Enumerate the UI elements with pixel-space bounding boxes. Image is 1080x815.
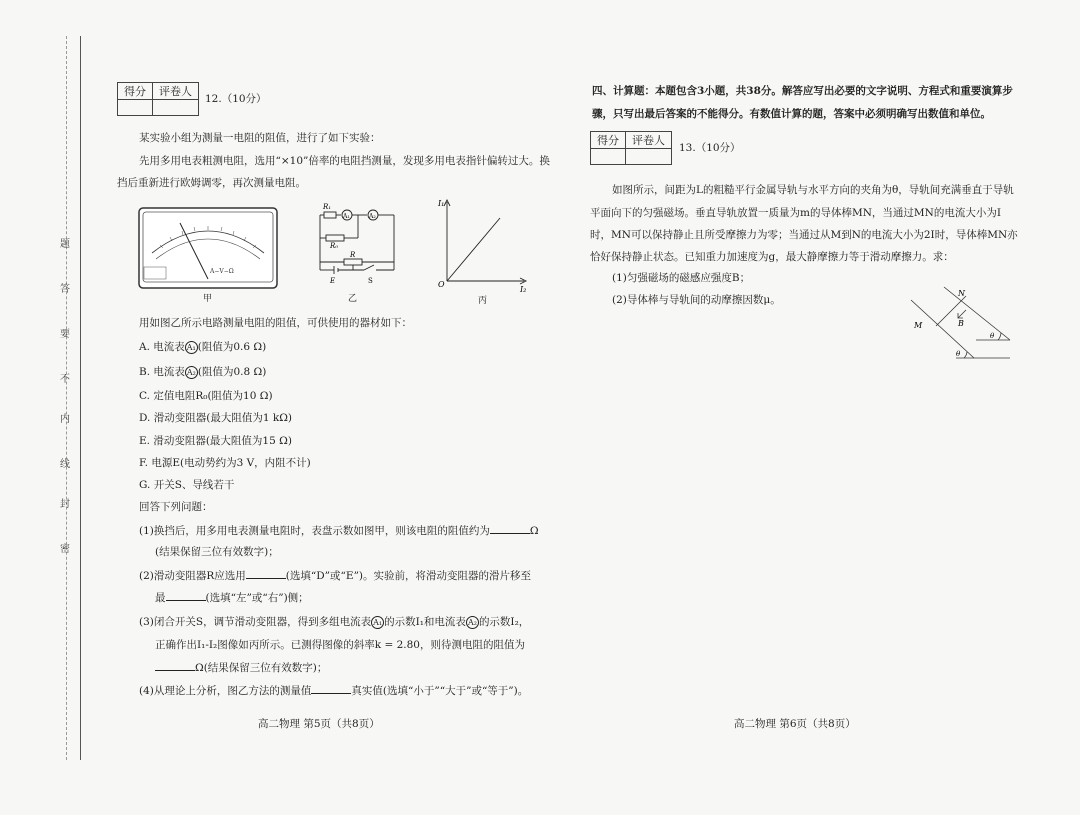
ammeter-a2-icon: A₂ (466, 616, 479, 629)
graph-figure (432, 196, 532, 296)
binding-solid-line (80, 36, 81, 760)
label-theta: θ (990, 332, 995, 340)
binding-dashed-line (66, 36, 67, 760)
fig-label-jia: 甲 (203, 294, 213, 304)
ammeter-a2-icon: A₂ (185, 366, 198, 379)
margin-char: 题 (60, 239, 70, 250)
section-header-line1: 四、计算题：本题包含3小题，共38分。解答应写出必要的文字说明、方程式和重要演算步 (592, 85, 1013, 97)
label-e: E (330, 277, 336, 285)
incline-rails-figure (906, 282, 1016, 362)
q3-line3: Ω(结果保留三位有效数字)； (155, 660, 327, 675)
answer-blank[interactable] (490, 523, 530, 534)
label-a2: A₂ (369, 213, 376, 220)
label-r1: R₁ (323, 203, 332, 211)
score-cell[interactable] (591, 149, 626, 165)
item-e: E. 滑动变阻器(最大阻值为15 Ω) (139, 435, 292, 447)
q13-line3: 时，MN可以保持静止且所受摩擦力为零；当通过从M到N的电流大小为2I时，导体棒MN亦 (590, 229, 1018, 241)
score-header: 得分 (591, 132, 626, 149)
margin-char: 密 (60, 544, 70, 555)
label-b: B (958, 319, 964, 328)
grader-cell[interactable] (626, 149, 672, 165)
answer-blank[interactable] (246, 568, 286, 579)
q2-line2: 最 (选填“左”或“右”)侧； (155, 592, 309, 604)
label-m: M (914, 321, 923, 330)
q3-line1: (3)闭合开关S，调节滑动变阻器，得到多组电流表 A₁ 的示数I₁和电流表 A₂ 的示数I₂， (139, 616, 530, 628)
circuit-figure (312, 200, 402, 285)
q13-line1: 如图所示，间距为L的粗糙平行金属导轨与水平方向的夹角为θ，导轨间充满垂直于导轨 (612, 184, 1014, 196)
score-header: 得分 (118, 83, 153, 100)
margin-char: 不 (60, 374, 70, 385)
question-number: 13.（10分） (679, 142, 741, 154)
label-r: R (350, 251, 356, 259)
item-g: G. 开关S、导线若干 (139, 479, 235, 491)
fig-label-yi: 乙 (348, 294, 358, 304)
q1-line1: (1)换挡后，用多用电表测量电阻时，表盘示数如图甲，则该电阻的阻值约为 Ω (139, 525, 539, 537)
margin-char: 要 (60, 329, 70, 340)
label-a1: A₁ (343, 213, 350, 220)
score-table-q12 (117, 82, 199, 116)
q2-line1: (2)滑动变阻器R应选用 (选填“D”或“E”)。实验前，将滑动变阻器的滑片移至 (139, 570, 532, 582)
ammeter-a1-icon: A₁ (371, 616, 384, 629)
score-cell[interactable] (118, 100, 153, 116)
answer-blank[interactable] (155, 660, 195, 671)
q12-intro: 某实验小组为测量一电阻的阻值，进行了如下实验： (139, 132, 381, 144)
grader-cell[interactable] (153, 100, 199, 116)
q3-line2: 正确作出I₁-I₂图像如丙所示。已测得图像的斜率k = 2.80，则待测电阻的阻值为 (155, 639, 525, 651)
graph-x-label: I₂ (520, 285, 527, 294)
grader-header: 评卷人 (626, 132, 672, 149)
score-table-q13 (590, 131, 672, 165)
margin-char: 答 (60, 284, 70, 295)
multimeter-figure (138, 207, 278, 289)
label-n: N (958, 289, 965, 298)
question-number: 12.（10分） (205, 93, 267, 105)
answer-blank[interactable] (311, 683, 351, 694)
q12-para-line2: 挡后重新进行欧姆调零，再次测量电阻。 (117, 177, 306, 189)
label-theta: θ (956, 350, 961, 358)
margin-char: 线 (60, 459, 70, 470)
q13-line2: 平面向下的匀强磁场。垂直导轨放置一质量为m的导体棒MN，当通过MN的电流大小为I (590, 207, 1001, 219)
meter-dial-text: A−V−Ω (210, 268, 234, 275)
label-s: S (368, 277, 373, 285)
item-c: C. 定值电阻R₀(阻值为10 Ω) (139, 390, 273, 402)
q12-para-line1: 先用多用电表粗测电阻，选用“×10”倍率的电阻挡测量，发现多用电表指针偏转过大。换 (139, 155, 550, 167)
fig-label-bing: 丙 (478, 296, 488, 306)
equip-intro: 用如图乙所示电路测量电阻的阻值，可供使用的器材如下： (139, 317, 412, 329)
label-r0: R₀ (330, 242, 339, 250)
graph-origin: O (438, 280, 445, 289)
q1-line2: (结果保留三位有效数字)； (155, 546, 279, 558)
margin-char: 内 (60, 414, 70, 425)
item-b: B. 电流表 A₂ (阻值为0.8 Ω) (139, 366, 267, 378)
answer-blank[interactable] (166, 590, 206, 601)
grader-header: 评卷人 (153, 83, 199, 100)
section-header-line2: 骤，只写出最后答案的不能得分。有数值计算的题，答案中必须明确写出数值和单位。 (592, 108, 991, 120)
q13-line4: 恰好保持静止状态。已知重力加速度为g，最大静摩擦力等于滑动摩擦力。求： (590, 251, 954, 263)
page-footer-left: 高二物理 第5页（共8页） (258, 718, 380, 730)
item-d: D. 滑动变阻器(最大阻值为1 kΩ) (139, 412, 292, 424)
graph-y-label: I₁ (438, 199, 445, 208)
q13-sub1: (1)匀强磁场的磁感应强度B； (612, 272, 751, 284)
ammeter-a1-icon: A₁ (185, 341, 198, 354)
answer-intro: 回答下列问题： (139, 501, 213, 513)
q4-line: (4)从理论上分析，图乙方法的测量值 真实值(选填“小于”“大于”或“等于”)。 (139, 685, 529, 697)
item-a: A. 电流表 A₁ (阻值为0.6 Ω) (139, 341, 267, 353)
item-f: F. 电源E(电动势约为3 V，内阻不计) (139, 457, 311, 469)
page-footer-right: 高二物理 第6页（共8页） (734, 718, 856, 730)
margin-char: 封 (60, 499, 70, 510)
q13-sub2: (2)导体棒与导轨间的动摩擦因数μ。 (612, 294, 781, 306)
